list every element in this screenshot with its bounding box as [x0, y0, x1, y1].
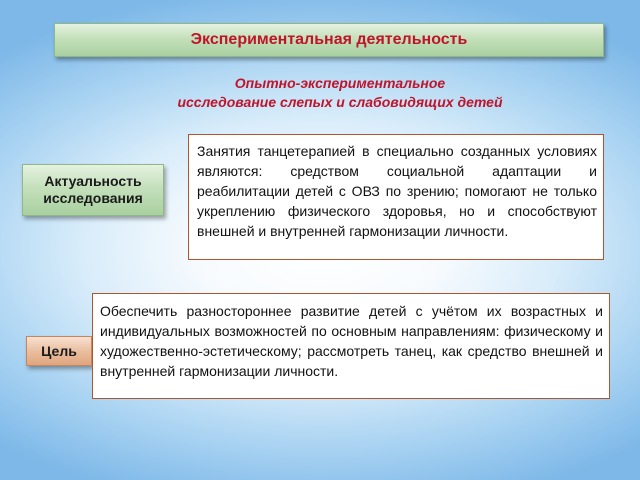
relevance-label: Актуальность исследования: [22, 164, 164, 216]
relevance-text-box: Занятия танцетерапией в специально созданных условиях являются: средством социальной адаптации и реабилитации детей с ОВЗ по зрению; помогают не только укреплению физического здоровья, но и способствуют внешней и внутренней гармонизации личности.: [188, 134, 604, 260]
page-title: Экспериментальная деятельность: [190, 31, 468, 48]
subtitle-line-2: исследование слепых и слабовидящих детей: [177, 94, 503, 110]
goal-text-box: Обеспечить разностороннее развитие детей с учётом их возрастных и индивидуальных возможностей по основным направлениям: физическому и художественно-эстетическому; рассмотреть танец, как средство внешней и внутренней гармонизации личности.: [92, 293, 610, 399]
subtitle: [100, 74, 580, 112]
title-banner: [54, 23, 604, 57]
goal-label: Цель: [26, 336, 92, 366]
subtitle-line-1: Опытно-экспериментальное: [234, 75, 446, 91]
